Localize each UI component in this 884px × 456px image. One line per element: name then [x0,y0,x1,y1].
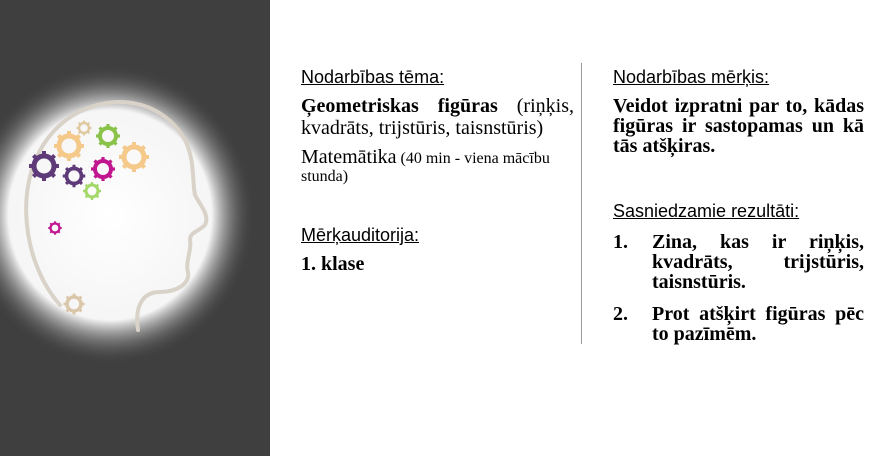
list-item-text: Zina, kas ir riņķis, kvadrāts, trijstūris, taisnstūris. [652,231,864,293]
list-item [613,232,864,292]
topic-text [301,96,574,140]
head-illustration-panel [0,0,270,456]
results-heading: Sasniedzamie rezultāti: [613,201,800,221]
column-divider [581,63,582,344]
list-item-number: 2. [613,303,628,325]
list-item-text: Prot atšķirt figūras pēc to pazīmēm. [652,303,864,345]
goal-heading: Nodarbības mērķis: [613,67,770,87]
goal-text: Veidot izpratni par to, kādas figūras ir sastopamas un kā tās atšķiras. [613,95,864,157]
head-with-gears-icon [0,0,270,456]
subject-duration: (40 min - viena mācību stunda) [301,150,550,185]
topic-heading: Nodarbības tēma: [301,67,445,87]
topic-description: (riņķis, kvadrāts, trijstūris, taisnstūris) [301,95,574,139]
audience-value: 1. klase [301,253,365,275]
list-item [613,304,864,344]
topic-title: Ģeometriskas figūras [301,95,498,117]
results-list [613,232,864,344]
audience-heading: Mērķauditorija: [301,225,420,245]
subject-text [301,148,574,186]
list-item-number: 1. [613,231,628,253]
goal-column [613,66,864,356]
subject-name: Matemātika [301,146,397,168]
topic-column [301,66,574,274]
